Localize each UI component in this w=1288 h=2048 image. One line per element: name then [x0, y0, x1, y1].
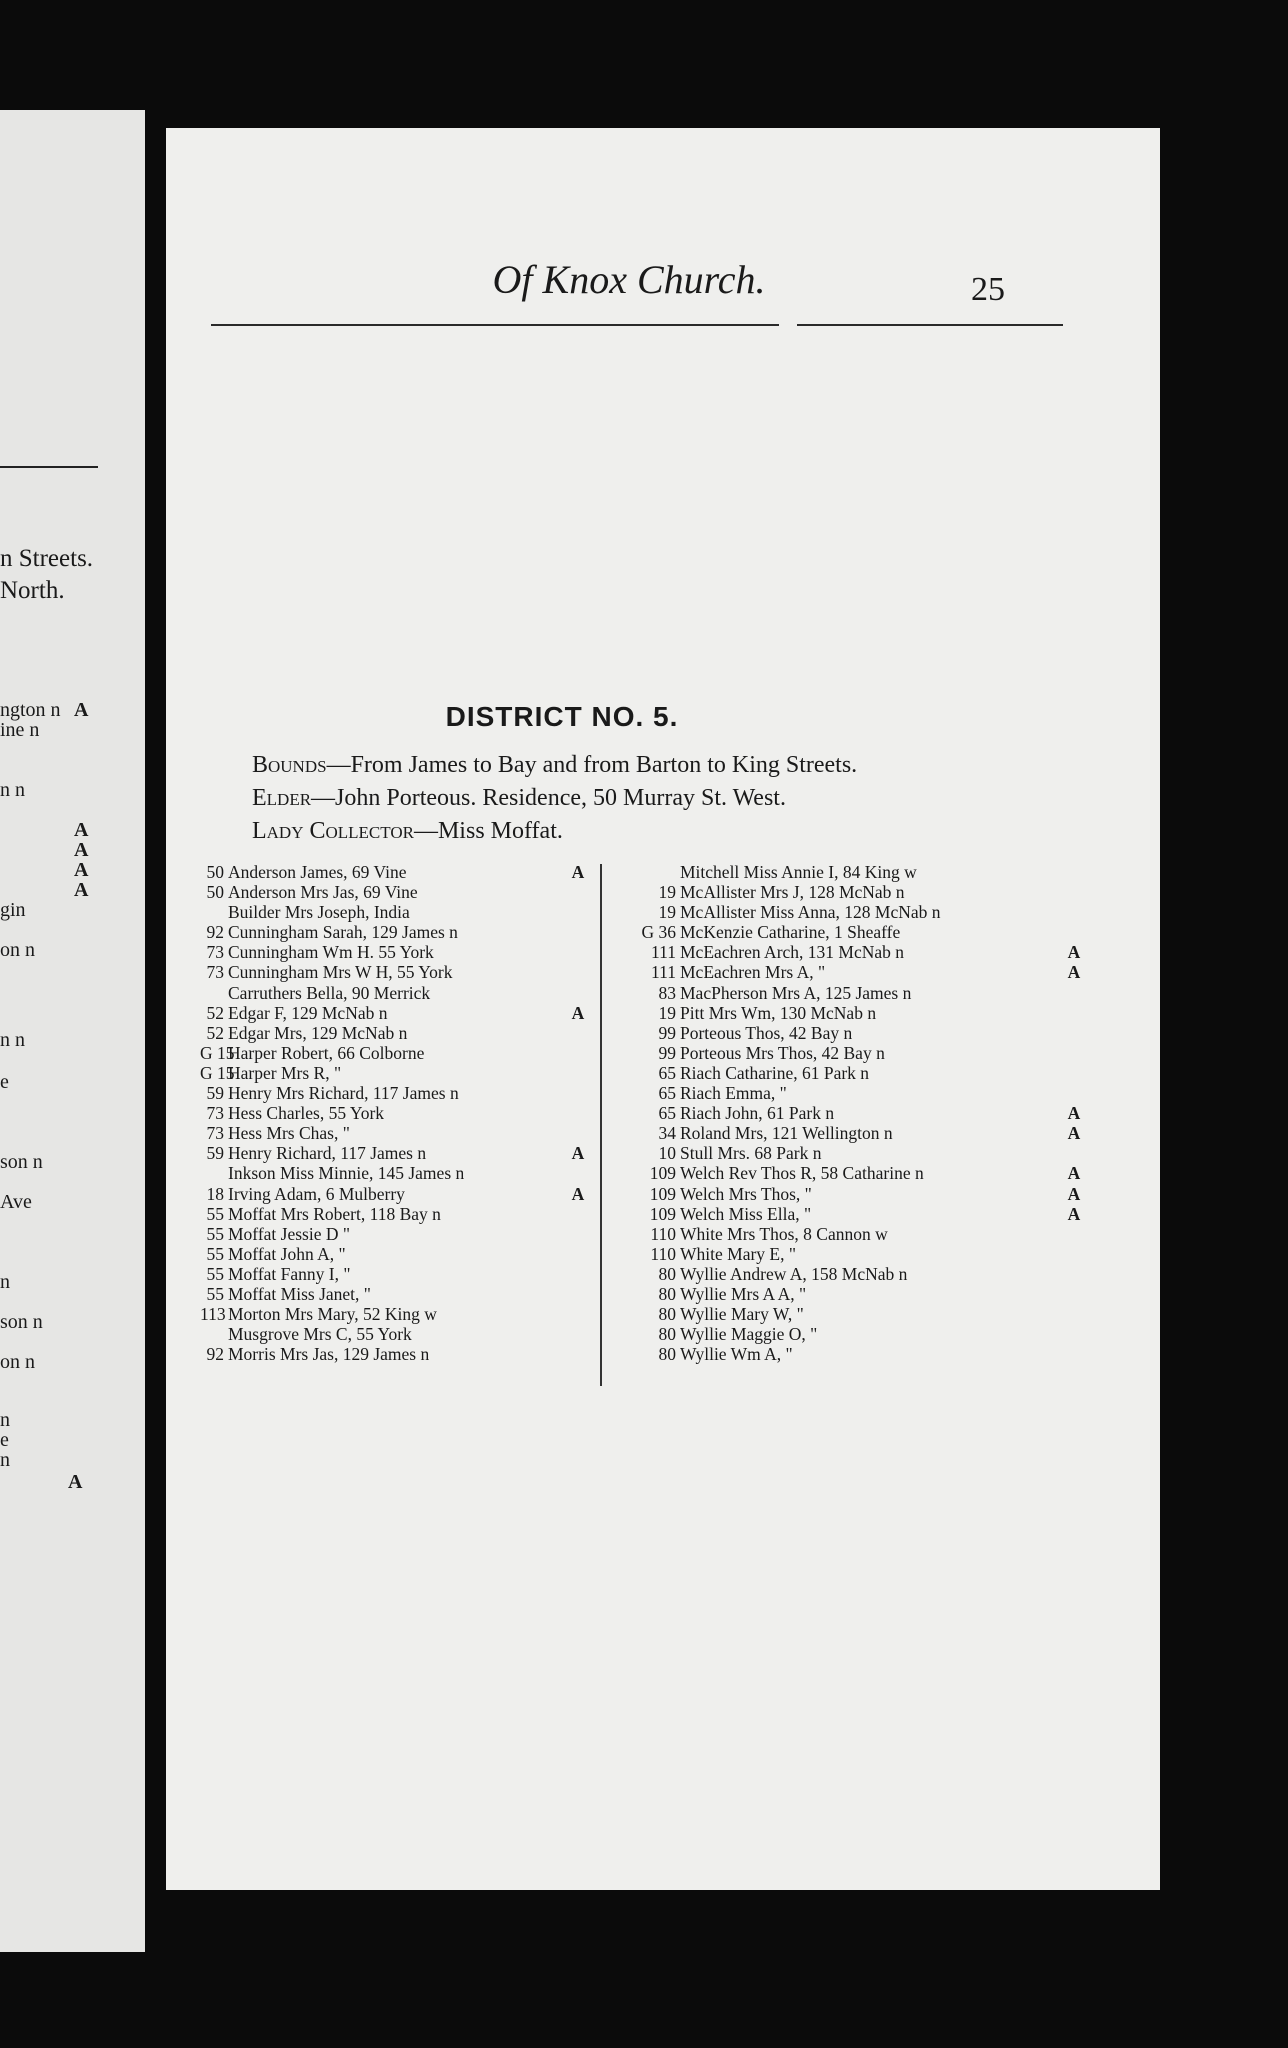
previous-page-text: n: [0, 1449, 10, 1471]
house-number: 59: [206, 1143, 224, 1164]
house-number: 65: [658, 1062, 676, 1083]
running-header-title: Of Knox Church.: [492, 257, 766, 302]
district-heading: DISTRICT NO. 5.: [445, 701, 679, 732]
member-entry: Cunningham Sarah, 129 James n: [228, 922, 458, 943]
house-number: 113: [200, 1304, 226, 1325]
member-entry: Hess Mrs Chas, ": [228, 1123, 350, 1144]
house-number: 80: [658, 1263, 676, 1284]
list-item: [606, 1083, 1086, 1103]
previous-page-mark: A: [74, 699, 89, 721]
book-spine: [145, 110, 166, 1952]
member-entry: Irving Adam, 6 Mulberry: [228, 1183, 405, 1204]
document-page: [166, 128, 1160, 1890]
previous-page-fragment: [0, 110, 145, 1952]
list-item: [200, 882, 592, 902]
member-entry: MacPherson Mrs A, 125 James n: [680, 982, 912, 1003]
member-entry: Musgrove Mrs C, 55 York: [228, 1324, 412, 1345]
communicant-mark: A: [1067, 1103, 1081, 1124]
house-number: 19: [658, 1002, 676, 1023]
member-entry: Harper Robert, 66 Colborne: [228, 1042, 425, 1063]
house-number: 83: [658, 982, 676, 1003]
house-number: 18: [206, 1183, 224, 1204]
member-entry: Mitchell Miss Annie I, 84 King w: [680, 862, 917, 882]
list-item: [200, 1204, 592, 1224]
communicant-mark: A: [1067, 962, 1081, 983]
list-item: [606, 1324, 1086, 1344]
previous-page-text: on n: [0, 939, 35, 961]
member-entry: White Mary E, ": [680, 1243, 796, 1264]
member-entry: Builder Mrs Joseph, India: [228, 902, 410, 923]
list-item: [606, 1204, 1086, 1224]
previous-page-mark: A: [68, 1471, 83, 1493]
list-item: [200, 862, 592, 882]
communicant-mark: A: [571, 1143, 585, 1164]
list-item: [200, 1063, 592, 1083]
member-entry: McEachren Arch, 131 McNab n: [680, 942, 905, 963]
member-entry: Henry Mrs Richard, 117 James n: [228, 1083, 459, 1104]
house-number: 110: [650, 1243, 676, 1264]
list-item: [200, 1244, 592, 1264]
list-item: [606, 942, 1086, 962]
previous-page-text: Ave: [0, 1191, 32, 1213]
previous-page-mark: A: [74, 859, 89, 881]
member-entry: Harper Mrs R, ": [228, 1062, 342, 1083]
list-item: [606, 1344, 1086, 1364]
collector-text: —Miss Moffat.: [413, 818, 563, 844]
previous-page-text: son n: [0, 1151, 43, 1173]
member-entry: Cunningham Wm H. 55 York: [228, 942, 434, 963]
member-entry: Hess Charles, 55 York: [228, 1103, 385, 1124]
list-item: [606, 1143, 1086, 1163]
communicant-mark: A: [1067, 1123, 1081, 1144]
header-rule-gap: [779, 322, 797, 328]
house-number: 109: [649, 1203, 676, 1224]
previous-page-text: n: [0, 1271, 10, 1293]
member-entry: Pitt Mrs Wm, 130 McNab n: [680, 1002, 877, 1023]
list-item: [200, 1344, 592, 1364]
house-number: 55: [206, 1203, 224, 1224]
member-entry: Inkson Miss Minnie, 145 James n: [228, 1163, 465, 1184]
house-number: 80: [658, 1283, 676, 1304]
member-entry: Moffat Jessie D ": [228, 1223, 351, 1244]
member-entry: Morton Mrs Mary, 52 King w: [228, 1304, 437, 1325]
member-entry: White Mrs Thos, 8 Cannon w: [680, 1223, 888, 1244]
member-entry: Welch Mrs Thos, ": [680, 1183, 812, 1204]
member-entry: Moffat Mrs Robert, 118 Bay n: [228, 1203, 441, 1224]
list-item: [606, 1184, 1086, 1204]
district-lady-collector: [252, 816, 563, 846]
previous-page-text: North.: [0, 577, 65, 604]
list-item: [606, 1043, 1086, 1063]
list-item: [606, 1284, 1086, 1304]
member-list-right: [606, 862, 1086, 1364]
communicant-mark: A: [1067, 1163, 1081, 1184]
house-number: 55: [206, 1283, 224, 1304]
house-number: 111: [651, 962, 676, 983]
member-entry: Wyllie Mary W, ": [680, 1304, 804, 1325]
list-item: [200, 1103, 592, 1123]
previous-page-text: ine n: [0, 719, 40, 741]
list-item: [606, 1224, 1086, 1244]
previous-page-text: ngton n: [0, 699, 61, 721]
communicant-mark: A: [571, 862, 585, 882]
list-item: [200, 1003, 592, 1023]
previous-page-text: e: [0, 1429, 9, 1451]
house-number: 34: [658, 1123, 676, 1144]
bounds-text: —From James to Bay and from Barton to King Streets.: [326, 752, 858, 778]
list-item: [200, 1324, 592, 1344]
house-number: 73: [206, 1103, 224, 1124]
list-item: [606, 1244, 1086, 1264]
previous-page-text: on n: [0, 1351, 35, 1373]
previous-page-mark: A: [74, 839, 89, 861]
house-number: G 15: [200, 1062, 235, 1083]
member-list-left: [200, 862, 592, 1364]
house-number: 92: [206, 922, 224, 943]
list-item: [200, 1083, 592, 1103]
previous-page-text: son n: [0, 1311, 43, 1333]
house-number: 65: [658, 1103, 676, 1124]
house-number: 52: [206, 1022, 224, 1043]
list-item: [606, 962, 1086, 982]
previous-page-text: e: [0, 1071, 9, 1093]
house-number: 109: [649, 1163, 676, 1184]
list-item: [606, 1103, 1086, 1123]
member-entry: Moffat John A, ": [228, 1243, 346, 1264]
house-number: 55: [206, 1223, 224, 1244]
member-entry: Moffat Fanny I, ": [228, 1263, 351, 1284]
list-item: [200, 1143, 592, 1163]
house-number: 99: [658, 1022, 676, 1043]
list-item: [200, 1224, 592, 1244]
previous-page-text: n n: [0, 779, 25, 801]
header-rule: [211, 324, 1063, 326]
list-item: [200, 1264, 592, 1284]
list-item: [200, 902, 592, 922]
communicant-mark: A: [1067, 942, 1081, 963]
member-entry: Wyllie Andrew A, 158 McNab n: [680, 1263, 908, 1284]
member-entry: Cunningham Mrs W H, 55 York: [228, 962, 453, 983]
member-entry: Riach Catharine, 61 Park n: [680, 1062, 870, 1083]
house-number: 73: [206, 1123, 224, 1144]
house-number: 50: [206, 882, 224, 903]
member-entry: McAllister Mrs J, 128 McNab n: [680, 882, 905, 903]
member-entry: Riach Emma, ": [680, 1083, 787, 1104]
house-number: 50: [206, 862, 224, 882]
house-number: 80: [658, 1344, 676, 1365]
list-item: [606, 1304, 1086, 1324]
member-entry: Edgar F, 129 McNab n: [228, 1002, 388, 1023]
list-item: [200, 1284, 592, 1304]
list-item: [200, 1123, 592, 1143]
house-number: 80: [658, 1324, 676, 1345]
member-entry: Morris Mrs Jas, 129 James n: [228, 1344, 430, 1365]
district-bounds: [252, 750, 857, 780]
list-item: [200, 922, 592, 942]
page-number: 25: [971, 271, 1005, 308]
communicant-mark: A: [1067, 1203, 1081, 1224]
previous-page-text: n Streets.: [0, 545, 94, 572]
member-entry: Henry Richard, 117 James n: [228, 1143, 427, 1164]
house-number: 111: [651, 942, 676, 963]
house-number: G 36: [641, 922, 676, 943]
member-entry: Riach John, 61 Park n: [680, 1103, 835, 1124]
list-item: [606, 1003, 1086, 1023]
list-item: [606, 862, 1086, 882]
member-entry: McEachren Mrs A, ": [680, 962, 826, 983]
house-number: 10: [658, 1143, 676, 1164]
previous-page-text: gin: [0, 899, 26, 921]
list-item: [606, 922, 1086, 942]
house-number: G 15: [200, 1042, 235, 1063]
list-item: [200, 1023, 592, 1043]
collector-label: Lady Collector: [252, 818, 414, 844]
list-item: [200, 1043, 592, 1063]
member-entry: McKenzie Catharine, 1 Sheaffe: [680, 922, 901, 943]
house-number: 73: [206, 942, 224, 963]
house-number: 80: [658, 1304, 676, 1325]
house-number: 19: [658, 882, 676, 903]
list-item: [606, 882, 1086, 902]
list-item: [200, 983, 592, 1003]
member-entry: Porteous Mrs Thos, 42 Bay n: [680, 1042, 885, 1063]
list-item: [606, 983, 1086, 1003]
house-number: 99: [658, 1042, 676, 1063]
communicant-mark: A: [571, 1183, 585, 1204]
house-number: 59: [206, 1083, 224, 1104]
member-entry: Welch Miss Ella, ": [680, 1203, 812, 1224]
member-entry: Anderson Mrs Jas, 69 Vine: [228, 882, 418, 903]
list-item: [606, 1264, 1086, 1284]
previous-page-mark: A: [74, 879, 89, 901]
member-entry: Wyllie Maggie O, ": [680, 1324, 818, 1345]
member-entry: Carruthers Bella, 90 Merrick: [228, 982, 431, 1003]
house-number: 55: [206, 1263, 224, 1284]
previous-page-text: n n: [0, 1029, 25, 1051]
member-entry: Edgar Mrs, 129 McNab n: [228, 1022, 408, 1043]
list-item: [200, 942, 592, 962]
list-item: [200, 1184, 592, 1204]
list-item: [606, 1123, 1086, 1143]
house-number: 109: [649, 1183, 676, 1204]
house-number: 110: [650, 1223, 676, 1244]
member-entry: Wyllie Mrs A A, ": [680, 1283, 807, 1304]
house-number: 73: [206, 962, 224, 983]
previous-page-text: n: [0, 1409, 10, 1431]
communicant-mark: A: [1067, 1183, 1081, 1204]
elder-text: —John Porteous. Residence, 50 Murray St. West.: [311, 785, 786, 811]
list-item: [200, 1163, 592, 1183]
list-item: [606, 1063, 1086, 1083]
house-number: 65: [658, 1083, 676, 1104]
list-item: [200, 962, 592, 982]
previous-page-mark: A: [74, 819, 89, 841]
previous-page-rule: [0, 466, 98, 468]
elder-label: Elder: [252, 785, 312, 811]
house-number: 19: [658, 902, 676, 923]
list-item: [200, 1304, 592, 1324]
member-entry: McAllister Miss Anna, 128 McNab n: [680, 902, 941, 923]
column-divider: [600, 864, 602, 1386]
member-entry: Porteous Thos, 42 Bay n: [680, 1022, 853, 1043]
house-number: 52: [206, 1002, 224, 1023]
member-entry: Wyllie Wm A, ": [680, 1344, 793, 1365]
member-entry: Welch Rev Thos R, 58 Catharine n: [680, 1163, 924, 1184]
list-item: [606, 1163, 1086, 1183]
member-entry: Anderson James, 69 Vine: [228, 862, 407, 882]
district-elder: [252, 783, 786, 813]
house-number: 55: [206, 1243, 224, 1264]
house-number: 92: [206, 1344, 224, 1365]
list-item: [606, 1023, 1086, 1043]
member-entry: Roland Mrs, 121 Wellington n: [680, 1123, 893, 1144]
bounds-label: Bounds: [252, 752, 327, 778]
list-item: [606, 902, 1086, 922]
communicant-mark: A: [571, 1002, 585, 1023]
member-entry: Stull Mrs. 68 Park n: [680, 1143, 822, 1164]
member-entry: Moffat Miss Janet, ": [228, 1283, 371, 1304]
